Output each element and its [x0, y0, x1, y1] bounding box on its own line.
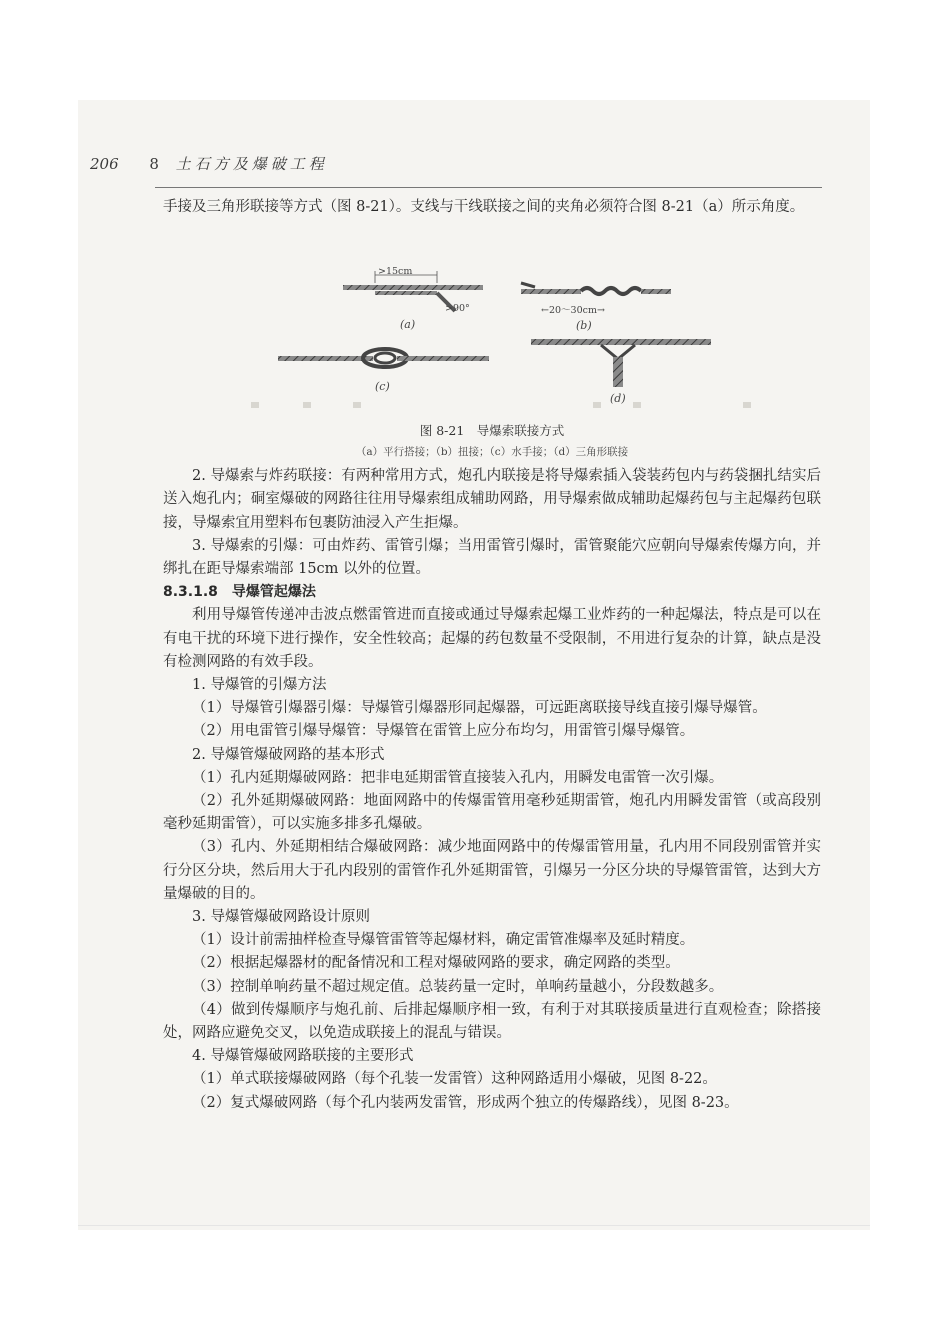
body-text [163, 196, 821, 1115]
paragraph: 4. 导爆管爆破网路联接的主要形式 [192, 1048, 414, 1065]
paragraph: （2）根据起爆器材的配备情况和工程对爆破网路的要求，确定网路的类型。 [192, 955, 680, 972]
paragraph: （4）做到传爆顺序与炮孔前、后排起爆顺序相一致，有利于对其联接质量进行直观检查；除搭接处，网路应避免交叉，以免造成联接上的混乱与错误。 [163, 1001, 821, 1042]
paragraph: 2. 导爆索与炸药联接：有两种常用方式，炮孔内联接是将导爆索插入袋装药包内与药袋捆扎结实后送入炮孔内；硐室爆破的网路往往用导爆索组成辅助网路，用导爆索做成辅助起爆药包与主起爆药包联接，导爆索宜用塑料布包裹防油浸入产生拒爆。 [163, 468, 821, 531]
diagram-c-sailor-knot [278, 349, 489, 367]
label-d: (d) [610, 392, 626, 406]
paragraph: （3）孔内、外延期相结合爆破网路：减少地面网路中的传爆雷管用量，孔内用不同段别雷管并实行分区分块，然后用大于孔内段别的雷管作孔外延期雷管，引爆另一分区分块的导爆管雷管，达到大方量爆破的目的。 [163, 839, 821, 902]
page-number: 206 [90, 155, 119, 173]
paragraph: （2）用电雷管引爆导爆管：导爆管在雷管上应分布均匀，用雷管引爆导爆管。 [192, 723, 695, 740]
label-c: (c) [375, 380, 390, 394]
section-heading: 8.3.1.8 导爆管起爆法 [163, 584, 316, 601]
paragraph: （1）导爆管引爆器引爆：导爆管引爆器形同起爆器，可远距离联接导线直接引爆导爆管。 [192, 700, 767, 717]
paragraph: （2）孔外延期爆破网路：地面网路中的传爆雷管用毫秒延期雷管，炮孔内用瞬发雷管（或高段别毫秒延期雷管），可以实施多排多孔爆破。 [163, 793, 821, 833]
paragraph: （1）单式联接爆破网路（每个孔装一发雷管）这种网路适用小爆破，见图 8-22。 [192, 1071, 717, 1088]
page-bottom-edge [78, 1225, 870, 1226]
label-b: (b) [576, 319, 592, 333]
annotation-a-length: >15cm [378, 266, 413, 278]
figure-caption: （a）平行搭接；（b）扭接；（c）水手接；（d）三角形联接 [355, 446, 629, 459]
paragraph: 3. 导爆索的引爆：可由炸药、雷管引爆；当用雷管引爆时，雷管聚能穴应朝向导爆索传爆方向，并绑扎在距导爆索端部 15cm 以外的位置。 [163, 537, 821, 578]
annotation-b-length: ←20～30cm→ [541, 305, 605, 317]
label-a: (a) [400, 318, 416, 332]
diagram-d-triangle [531, 339, 711, 387]
paragraph: （3）控制单响药量不超过规定值。总装药量一定时，单响药量越小，分段数越多。 [192, 978, 724, 995]
chapter-number: 8 [149, 155, 159, 173]
page-header [90, 153, 820, 174]
paragraph: （2）复式爆破网路（每个孔内装两发雷管，形成两个独立的传爆路线），见图 8-23。 [192, 1094, 739, 1111]
paragraph: 2. 导爆管爆破网路的基本形式 [192, 746, 385, 763]
figure-drawing [163, 219, 821, 409]
paragraph: 利用导爆管传递冲击波点燃雷管进而直接或通过导爆索起爆工业炸药的一种起爆法，特点是可以在有电干扰的环境下进行操作，安全性较高；起爆的药包数量不受限制，不用进行复杂的计算，缺点是没有检测网路的有效手段。 [163, 607, 821, 670]
intro-paragraph: 手接及三角形联接等方式（图 8-21）。支线与干线联接之间的夹角必须符合图 8-21（a）所示角度。 [163, 199, 805, 215]
paragraph: 1. 导爆管的引爆方法 [192, 677, 327, 694]
paragraph: （1）设计前需抽样检查导爆管雷管等起爆材料，确定雷管准爆率及延时精度。 [192, 932, 695, 949]
annotation-a-angle: >90° [445, 303, 470, 315]
paragraph: 3. 导爆管爆破网路设计原则 [192, 909, 370, 926]
header-rule [155, 187, 822, 188]
figure-title: 图 8-21 导爆索联接方式 [419, 423, 565, 439]
figure-8-21 [163, 219, 821, 465]
bleed-through-marks [251, 402, 751, 408]
paragraph: （1）孔内延期爆破网路：把非电延期雷管直接装入孔内，用瞬发电雷管一次引爆。 [192, 769, 724, 786]
chapter-title: 土石方及爆破工程 [175, 155, 328, 173]
diagram-b-twist [521, 283, 671, 294]
